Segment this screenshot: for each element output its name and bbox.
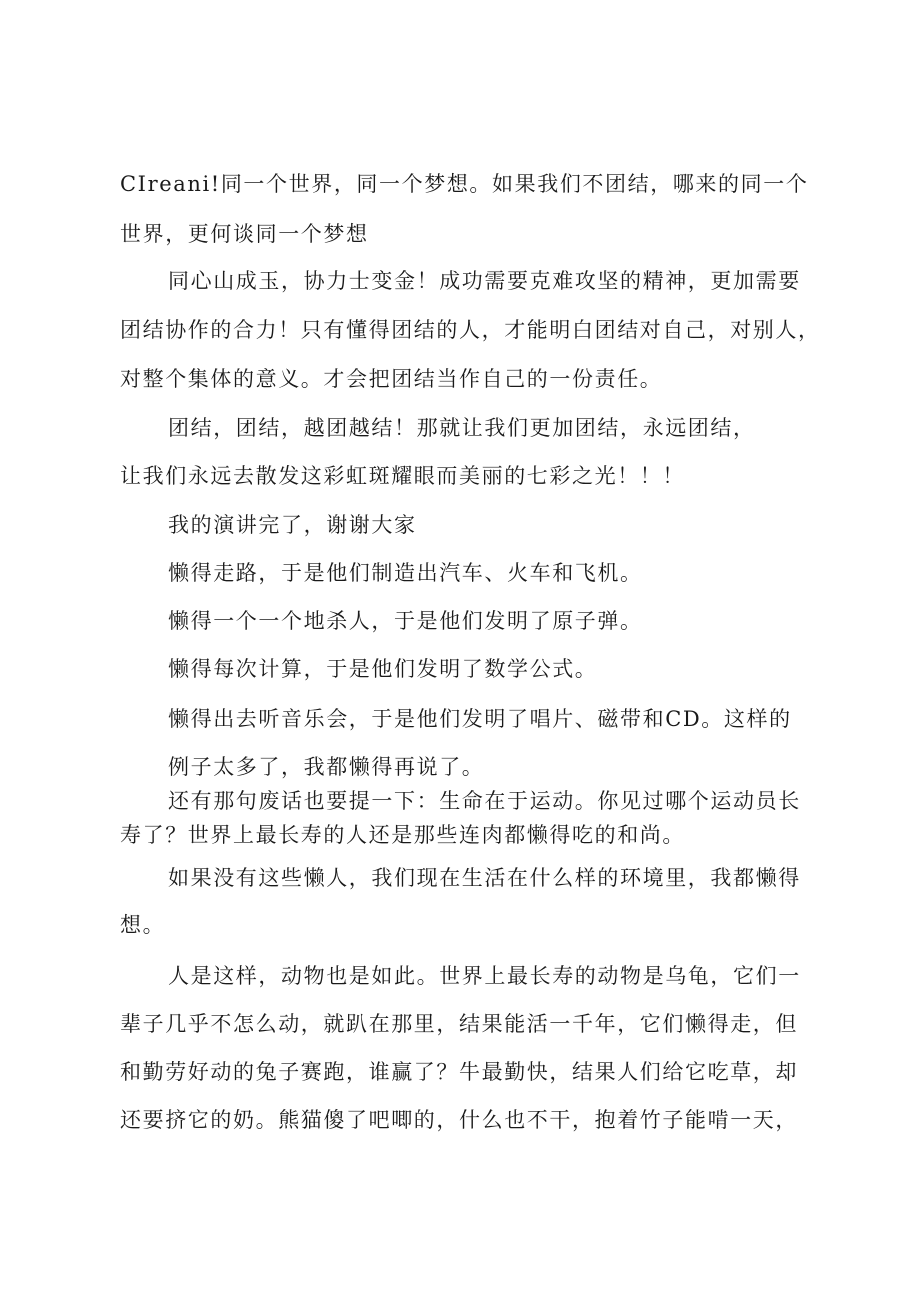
text-line: 如果没有这些懒人，我们现在生活在什么样的环境里，我都懒得 [168,866,801,890]
text-line: 懒得一个一个地杀人，于是他们发明了原子弹。 [168,609,643,633]
text-line: 让我们永远去散发这彩虹斑耀眼而美丽的七彩之光！！！ [120,464,685,488]
text-line: 想。 [120,913,166,937]
text-line: 还要挤它的奶。熊猫傻了吧唧的，什么也不干，抱着竹子能啃一天， [120,1108,798,1132]
text-line: 懒得出去听音乐会，于是他们发明了唱片、磁带和CD。这样的 [168,707,792,731]
text-line: 例子太多了，我都懒得再说了。 [168,755,485,779]
text-line: 世界，更何谈同一个梦想 [120,222,369,246]
text-line: 团结协作的合力！只有懂得团结的人，才能明白团结对自己，对别人， [120,318,821,342]
text-line: 同心山成玉，协力士变金！成功需要克难攻坚的精神，更加需要 [168,269,801,293]
text-line: 人是这样，动物也是如此。世界上最长寿的动物是乌龟，它们一 [168,964,801,988]
text-line: 还有那句废话也要提一下：生命在于运动。你见过哪个运动员长 [168,789,801,813]
text-line: 我的演讲完了，谢谢大家 [168,513,417,537]
text-line: 懒得每次计算，于是他们发明了数学公式。 [168,657,598,681]
text-line: 懒得走路，于是他们制造出汽车、火车和飞机。 [168,561,643,585]
text-line: 对整个集体的意义。才会把团结当作自己的一份责任。 [120,367,663,391]
text-line: 和勤劳好动的兔子赛跑，谁赢了？牛最勤快，结果人们给它吃草，却 [120,1060,798,1084]
text-line: 团结，团结，越团越结！那就让我们更加团结，永远团结， [168,416,756,440]
text-line: CIreani!同一个世界，同一个梦想。如果我们不团结，哪来的同一个 [120,172,809,196]
text-line: 寿了？世界上最长寿的人还是那些连肉都懒得吃的和尚。 [120,823,685,847]
text-line: 辈子几乎不怎么动，就趴在那里，结果能活一千年，它们懒得走，但 [120,1012,798,1036]
